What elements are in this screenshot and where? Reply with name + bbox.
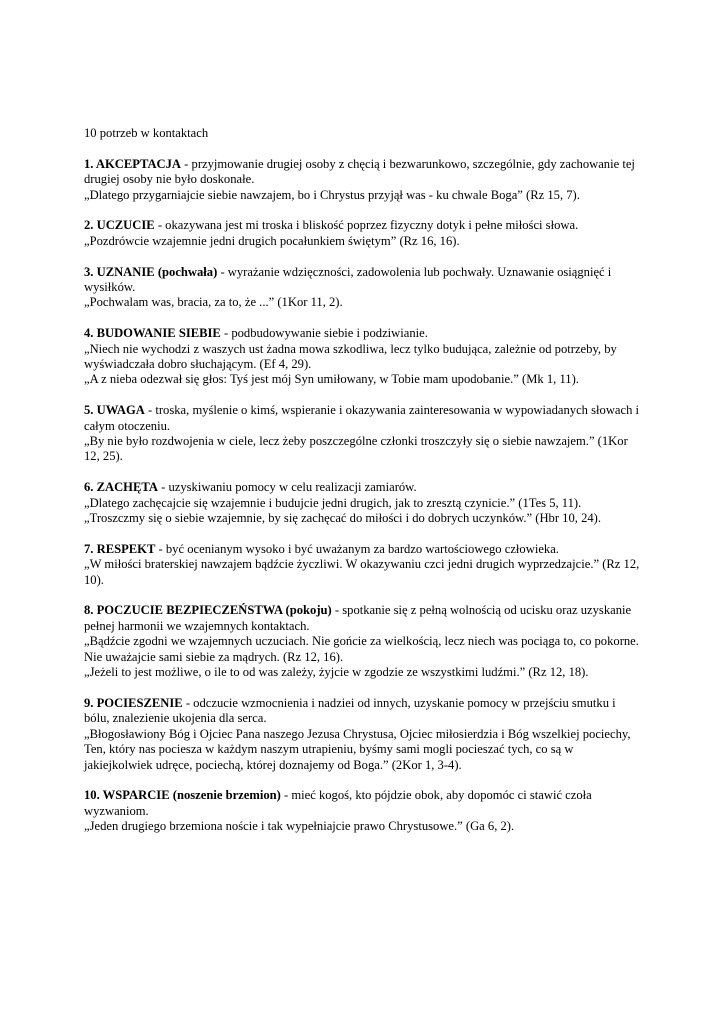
section-description: - mieć kogoś, kto pójdzie obok, aby dopomóc ci stawić czoła wyzwaniom.: [84, 788, 592, 818]
section-encouragement: [84, 480, 644, 526]
section-heading: 1. AKCEPTACJA: [84, 156, 182, 171]
document-title: 10 potrzeb w kontaktach: [84, 126, 209, 140]
section-attention: [84, 403, 644, 465]
section-paragraph: [84, 542, 644, 557]
bible-quote: „Bądźcie zgodni we wzajemnych uczuciach. Nie gońcie za wielkością, lecz niech was pociąga to, co pokorne. Nie uważajcie sami siebie za mądrych. (Rz 12, 16).: [84, 634, 639, 664]
bible-quote: „Troszczmy się o siebie wzajemnie, by się zachęcać do miłości i do dobrych uczynków.” (Hbr 10, 24).: [84, 511, 602, 526]
bible-quote: „W miłości braterskiej nawzajem bądźcie życzliwi. W okazywaniu czci jedni drugich wyprzedzajcie.” (Rz 12, 10).: [84, 557, 640, 587]
document-page: [84, 126, 644, 850]
bible-quote: „By nie było rozdwojenia w ciele, lecz żeby poszczególne członki troszczyły się o siebie nawzajem.” (1Kor 12, 25).: [84, 434, 628, 464]
section-comfort: [84, 696, 644, 773]
section-heading: 2. UCZUCIE: [84, 218, 155, 233]
section-heading: 10. WSPARCIE (noszenie brzemion): [84, 788, 281, 803]
section-description: - podbudowywanie siebie i podziwianie.: [220, 326, 428, 341]
section-heading: 8. POCZUCIE BEZPIECZEŃSTWA (pokoju): [84, 603, 332, 618]
bible-quote: „Niech nie wychodzi z waszych ust żadna mowa szkodliwa, lecz tylko budująca, zależnie od potrzeby, by wyświadczała dobro słuchającym. (Ef 4, 29).: [84, 341, 617, 372]
section-paragraph: [84, 696, 644, 727]
bible-quote: „Pochwalam was, bracia, za to, że ...” (1Kor 11, 2).: [84, 295, 343, 310]
section-affection: [84, 218, 644, 249]
section-description: - troska, myślenie o kimś, wspieranie i okazywania zainteresowania w wypowiadanych słowach i całym otoczeniu.: [84, 403, 640, 433]
section-description: - odczucie wzmocnienia i nadziei od innych, uzyskanie pomocy w przejściu smutku i bólu, znalezienie ukojenia dla serca.: [84, 695, 616, 726]
bible-quote: „Błogosławiony Bóg i Ojciec Pana naszego Jezusa Chrystusa, Ojciec miłosierdzia i Bóg wszelkiej pociechy, Ten, który nas pociesza w każdym naszym utrapieniu, byśmy sami mogli pocieszać tych, co są w jakiejkolwiek udręce, pociechą, której doznajemy od Boga.” (2Kor 1, 3-4).: [84, 726, 631, 772]
bible-quote: „Jeden drugiego brzemiona noście i tak wypełniajcie prawo Chrystusowe.” (Ga 6, 2).: [84, 819, 515, 834]
section-heading: 4. BUDOWANIE SIEBIE: [84, 326, 221, 341]
section-heading: 6. ZACHĘTA: [84, 480, 158, 495]
section-description: - uzyskiwaniu pomocy w celu realizacji zamiarów.: [157, 480, 417, 495]
section-support: [84, 788, 644, 834]
section-description: - przyjmowanie drugiej osoby z chęcią i bezwarunkowo, szczególnie, gdy zachowanie tej drugiej osoby nie było doskonałe.: [84, 156, 635, 187]
section-security: [84, 603, 644, 680]
bible-quote: „Dlatego przygarniajcie siebie nawzajem, bo i Chrystus przyjął was - ku chwale Boga” (Rz 15, 7).: [84, 187, 580, 202]
section-edification: [84, 326, 644, 388]
section-heading: 9. POCIESZENIE: [84, 695, 183, 710]
bible-quote: „Pozdrówcie wzajemnie jedni drugich pocałunkiem świętym” (Rz 16, 16).: [84, 233, 460, 248]
section-description: - spotkanie się z pełną wolnością od ucisku oraz uzyskanie pełnej harmonii we wzajemnych kontaktach.: [84, 603, 632, 633]
section-paragraph: [84, 603, 644, 634]
bible-quote: „A z nieba odezwał się głos: Tyś jest mój Syn umiłowany, w Tobie mam upodobanie.” (Mk 1, 11).: [84, 372, 579, 387]
section-heading: 3. UZNANIE (pochwała): [84, 264, 218, 279]
section-paragraph: [84, 788, 644, 819]
section-appreciation: [84, 265, 644, 311]
section-paragraph: [84, 480, 644, 495]
section-heading: 5. UWAGA: [84, 403, 145, 418]
section-acceptance: [84, 157, 644, 203]
section-paragraph: [84, 403, 644, 434]
section-description: - okazywana jest mi troska i bliskość poprzez fizyczny dotyk i pełne miłości słowa.: [154, 218, 579, 233]
section-paragraph: [84, 265, 644, 296]
bible-quote: „Dlatego zachęcajcie się wzajemnie i budujcie jedni drugich, jak to zresztą czynicie.” (1Tes 5, 11).: [84, 495, 582, 510]
section-respect: [84, 542, 644, 588]
section-description: - wyrażanie wdzięczności, zadowolenia lub pochwały. Uznawanie osiągnięć i wysiłków.: [84, 264, 612, 295]
section-description: - być ocenianym wysoko i być uważanym za bardzo wartościowego człowieka.: [155, 541, 559, 556]
section-paragraph: [84, 157, 644, 188]
section-heading: 7. RESPEKT: [84, 541, 156, 556]
section-paragraph: [84, 218, 644, 233]
section-paragraph: [84, 326, 644, 341]
bible-quote: „Jeżeli to jest możliwe, o ile to od was zależy, żyjcie w zgodzie ze wszystkimi ludźmi.” (Rz 12, 18).: [84, 665, 589, 680]
